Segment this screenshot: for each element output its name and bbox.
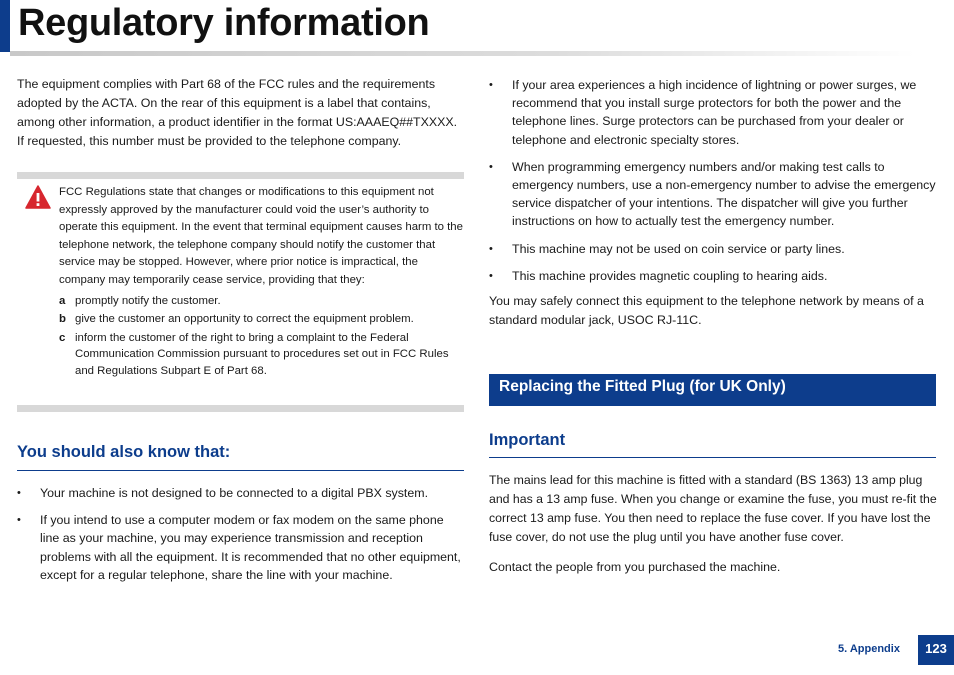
bullet-icon: • <box>489 160 493 173</box>
list-item-text: When programming emergency numbers and/or making test calls to emergency numbers, use a non-emergency number to advise the emergency service dispatcher of your intentions. The dispatcher will give you further instructions on how to actually test the emergency number. <box>512 159 936 229</box>
caution-list <box>59 293 464 380</box>
list-item <box>59 293 464 310</box>
contact-paragraph: Contact the people from you purchased the machine. <box>489 560 781 574</box>
know-heading-rule <box>17 470 464 471</box>
list-item <box>59 311 464 328</box>
list-item-text: This machine provides magnetic coupling to hearing aids. <box>512 268 828 283</box>
bullet-icon: • <box>17 487 21 499</box>
requirements-list <box>489 76 937 285</box>
list-item <box>17 511 465 584</box>
caution-content <box>59 184 464 382</box>
warning-triangle-icon <box>25 185 51 209</box>
list-item-text: If you intend to use a computer modem or fax modem on the same phone line as your machine, you may experience transmission and reception problems with all the equipment. It is recommended that no other equipment, except for a regular telephone, share the line with your machine. <box>40 513 461 582</box>
connect-paragraph: You may safely connect this equipment to the telephone network by means of a standard modular jack, USOC RJ-11C. <box>489 294 924 327</box>
bullet-icon: • <box>489 242 493 255</box>
list-item-text: inform the customer of the right to bring a complaint to the Federal Communication Commission pursuant to procedures set out in FCC Rules and Regulations Subpart E of Part 68. <box>75 331 449 377</box>
title-divider <box>10 51 915 56</box>
title-accent-bar <box>0 0 10 52</box>
list-item-text: This machine may not be used on coin service or party lines. <box>512 241 845 256</box>
list-item-text: If your area experiences a high incidence of lightning or power surges, we recommend that you install surge protectors for both the power and the telephone lines. Surge protectors can be purchased from your dealer or telephone and electronic specialty stores. <box>512 78 917 147</box>
page-number: 123 <box>918 635 954 665</box>
important-heading: Important <box>489 431 566 449</box>
uk-plug-heading: Replacing the Fitted Plug (for UK Only) <box>499 378 786 395</box>
know-list <box>17 484 465 584</box>
list-item-text: promptly notify the customer. <box>75 294 221 307</box>
list-marker: c <box>59 331 66 344</box>
list-marker: b <box>59 313 66 326</box>
intro-paragraph: The equipment complies with Part 68 of the FCC rules and the requirements adopted by the ACTA. On the rear of this equipment is a label that contains, among other information, a product identifier in the format US:AAAEQ##TXXXX. If requested, this number must be provided to the telephone company. <box>17 77 458 148</box>
page-title: Regulatory information <box>18 2 430 44</box>
list-item <box>489 158 937 231</box>
footer-section-label: 5. Appendix <box>838 643 900 655</box>
important-heading-rule <box>489 457 936 458</box>
list-item <box>17 484 465 502</box>
list-item-text: give the customer an opportunity to correct the equipment problem. <box>75 313 414 326</box>
list-marker: a <box>59 294 66 307</box>
list-item-text: Your machine is not designed to be connected to a digital PBX system. <box>40 486 429 500</box>
caution-text: FCC Regulations state that changes or modifications to this equipment not expressly approved by the manufacturer could void the user’s authority to operate this equipment. In the event that terminal equipment causes harm to the telephone network, the telephone company should notify the customer that service may be stopped. However, where prior notice is impractical, the company may temporarily cease service, providing that they: <box>59 186 463 286</box>
list-item <box>489 240 937 258</box>
know-heading: You should also know that: <box>17 443 231 461</box>
list-item <box>59 330 464 380</box>
bullet-icon: • <box>489 79 493 91</box>
bullet-icon: • <box>17 514 21 527</box>
list-item <box>489 76 937 149</box>
list-item <box>489 267 937 285</box>
uk-plug-section-band <box>489 374 936 406</box>
bullet-icon: • <box>489 269 493 282</box>
important-paragraph: The mains lead for this machine is fitted with a standard (BS 1363) 13 amp plug and has a 13 amp fuse. When you change or examine the fuse, you must re-fit the correct 13 amp fuse. You then need to replace the fuse cover. If you have lost the fuse cover, do not use the plug until you have another fuse cover. <box>489 473 937 544</box>
